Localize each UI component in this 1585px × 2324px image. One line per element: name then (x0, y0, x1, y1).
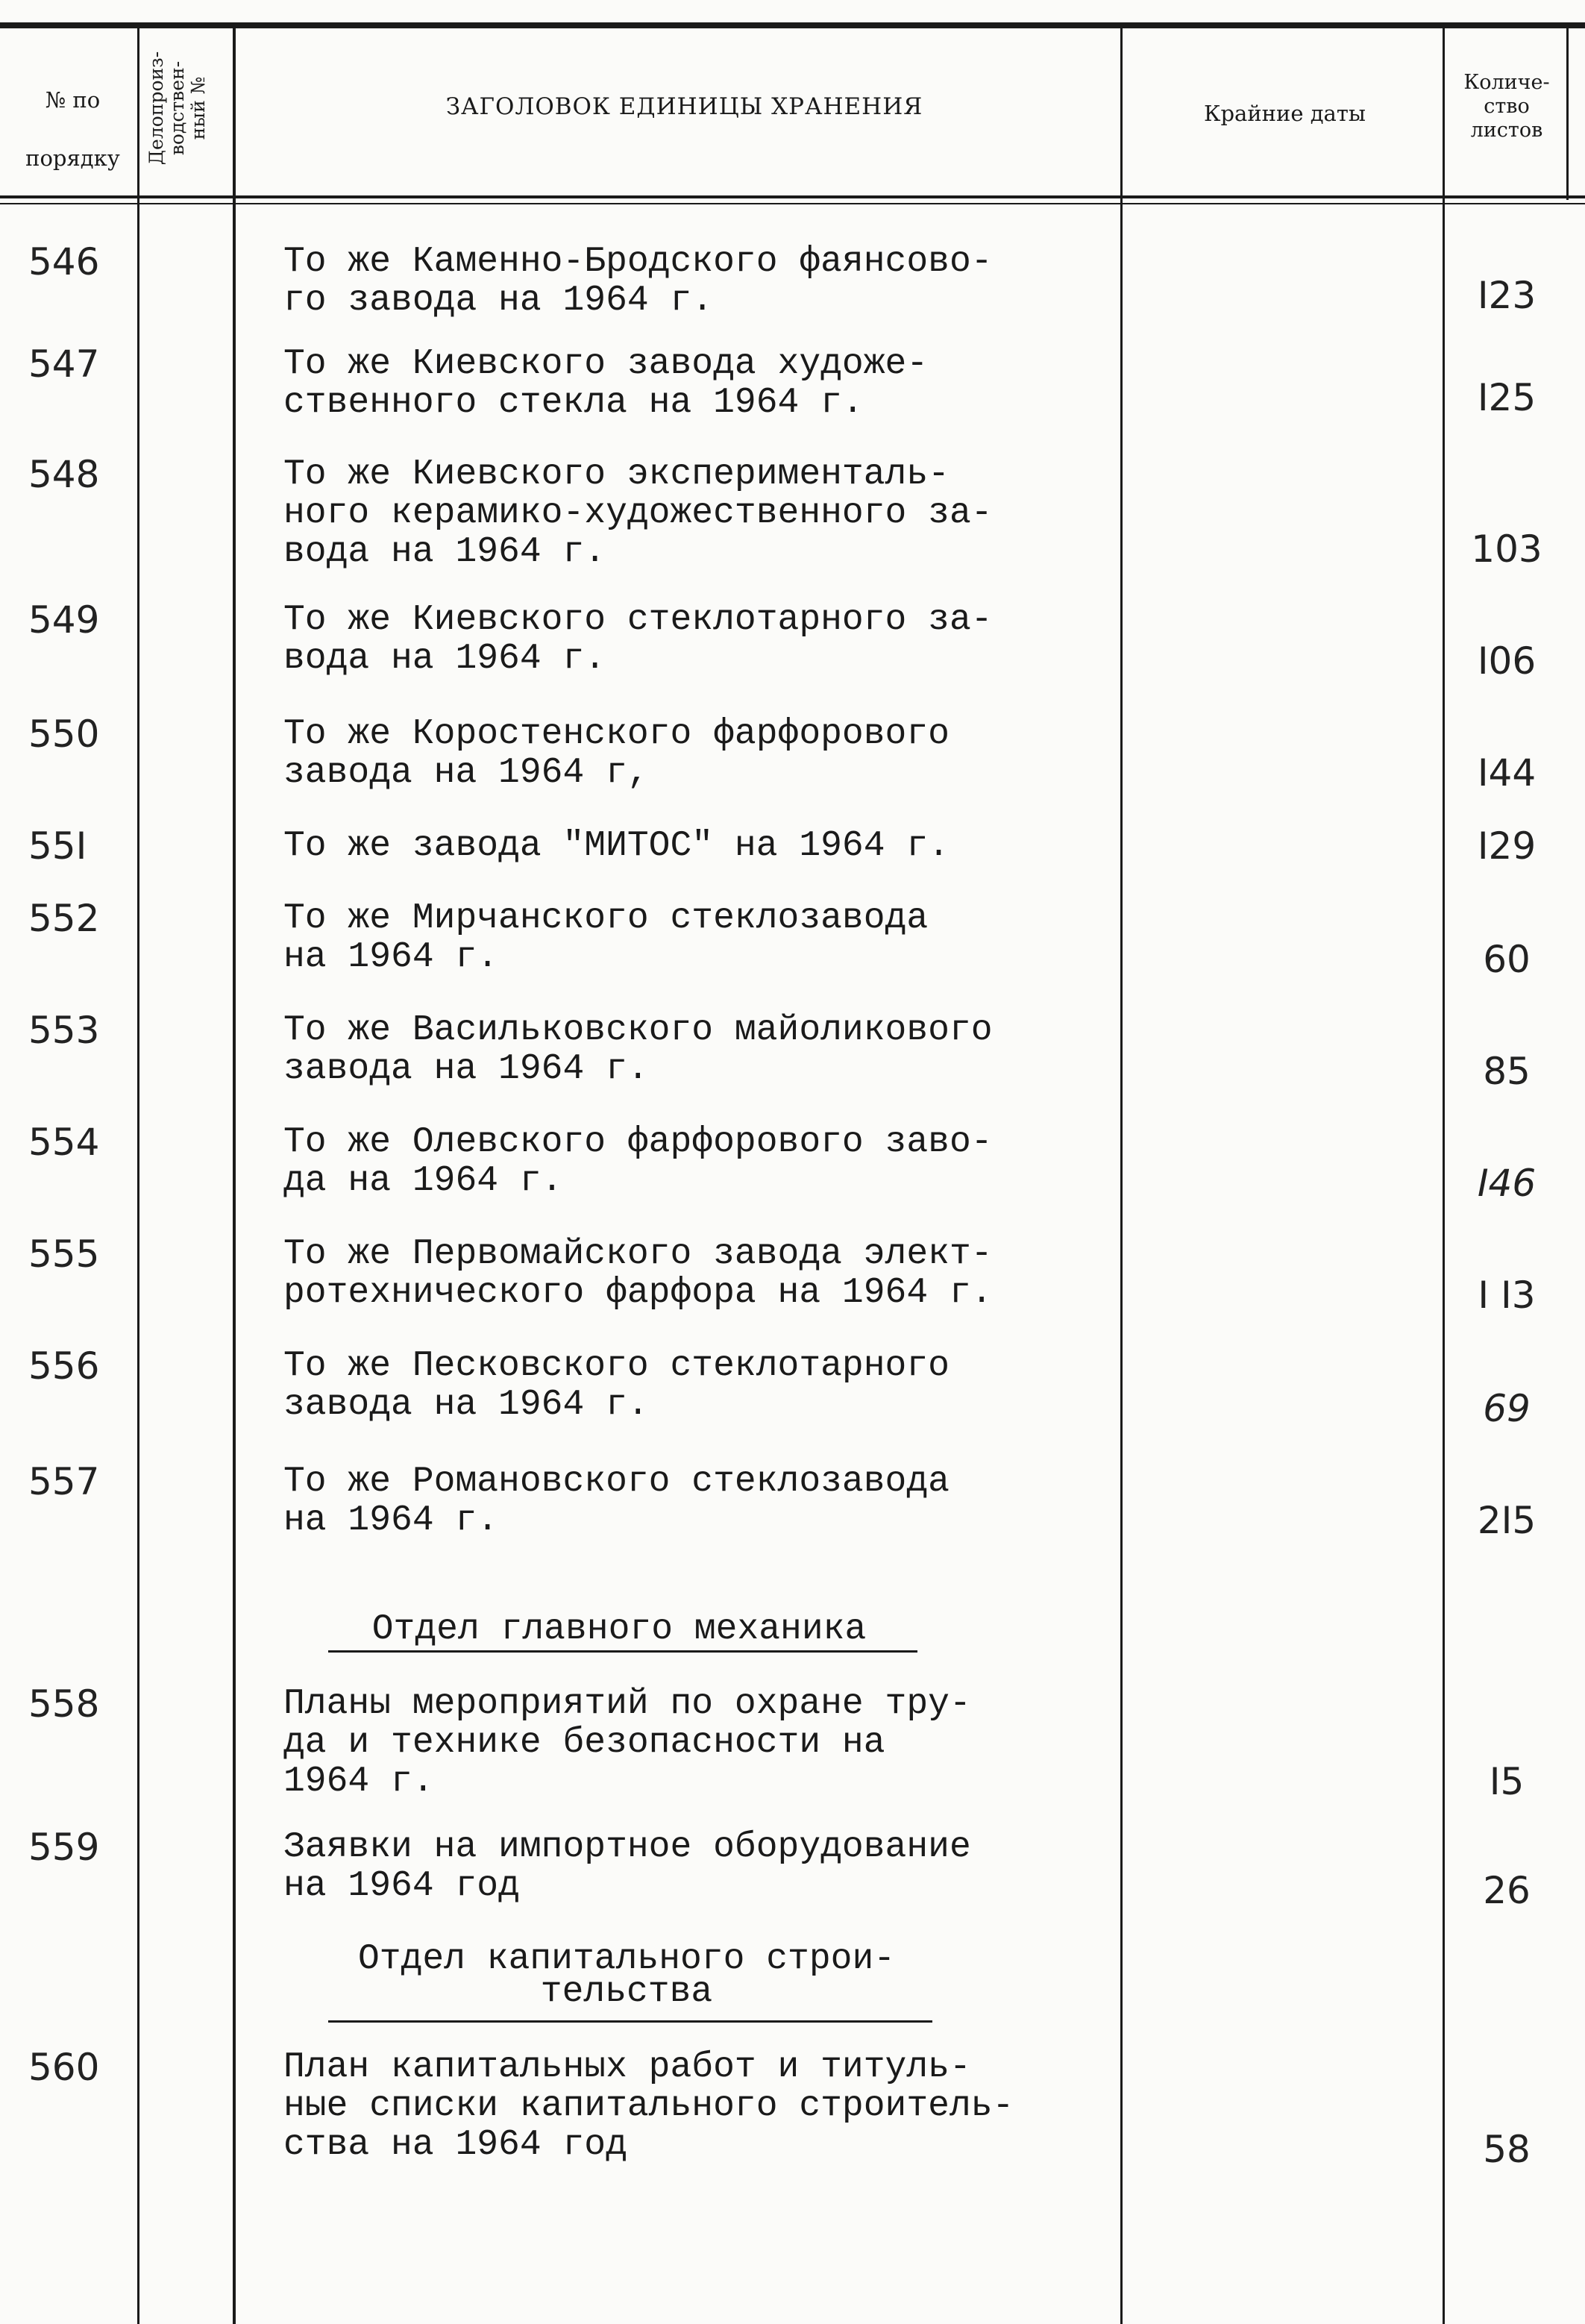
row-title-line: Планы мероприятий по охране тру- (283, 1684, 971, 1724)
row-title-line: завода на 1964 г. (283, 1385, 649, 1425)
row-title (283, 715, 1119, 792)
row-title-line: вода на 1964 г. (283, 532, 606, 572)
row-number: 549 (28, 598, 100, 642)
row-sheet-count: 60 (1483, 938, 1531, 981)
row-sheet-count: I I3 (1478, 1274, 1536, 1317)
section-underline (328, 2020, 932, 2023)
row-title-line: То же Романовского стеклозавода (283, 1462, 950, 1502)
row-title (283, 827, 1119, 865)
row-sheet-count: I06 (1477, 639, 1537, 683)
row-sheet-count: 103 (1471, 527, 1542, 571)
row-title-line: ственного стекла на 1964 г. (283, 383, 864, 423)
header-record-line3: ный № (187, 76, 209, 140)
row-title (283, 601, 1119, 678)
row-sheet-count: 2I5 (1477, 1499, 1537, 1542)
row-number: 547 (28, 342, 100, 386)
column-divider-dates (1443, 28, 1445, 2324)
row-title (283, 242, 1119, 320)
row-sheet-count: I5 (1489, 1760, 1525, 1803)
column-divider-num (137, 28, 139, 2324)
row-sheet-count: 85 (1483, 1050, 1531, 1093)
header-dates: Крайние даты (1204, 101, 1366, 126)
header-count-line1: Количе- (1463, 71, 1550, 94)
row-title (283, 899, 1119, 977)
row-number: 552 (28, 897, 100, 940)
row-title-line: ства на 1964 год (283, 2125, 627, 2165)
row-number: 55I (28, 824, 87, 868)
section-heading-line2: тельства (540, 1972, 713, 2012)
row-title-line: То же Первомайского завода элект- (283, 1234, 993, 1274)
row-title (283, 1011, 1119, 1089)
row-title-line: То же Киевского эксперименталь- (283, 454, 950, 495)
row-title (283, 1123, 1119, 1200)
row-sheet-count: 69 (1483, 1387, 1531, 1430)
row-sheet-count: 58 (1483, 2128, 1531, 2171)
header-count-line2: ство (1484, 95, 1530, 118)
row-title-line: То же Коростенского фарфорового (283, 714, 950, 754)
header-number (7, 71, 138, 187)
row-title (283, 1235, 1119, 1312)
row-number: 558 (28, 1682, 100, 1726)
row-number: 550 (28, 712, 100, 756)
row-title-line: ного керамико-художественного за- (283, 493, 993, 533)
row-title-line: на 1964 г. (283, 937, 499, 977)
header-number-line1: № по (45, 87, 101, 113)
row-sheet-count: 26 (1483, 1869, 1531, 1912)
row-title (283, 1685, 1119, 1801)
row-title-line: на 1964 год (283, 1866, 520, 1906)
row-title (283, 1828, 1119, 1905)
row-title-line: То же Каменно-Бродского фаянсово- (283, 242, 993, 282)
header-record-line1: Делопроиз- (145, 51, 167, 166)
header-count-line3: листов (1470, 119, 1543, 142)
row-title (283, 455, 1119, 571)
row-sheet-count: I23 (1477, 274, 1537, 317)
row-title-line: да и технике безопасности на (283, 1723, 885, 1763)
row-sheet-count: I25 (1477, 376, 1537, 419)
header-number-line2: порядку (25, 145, 120, 171)
section-heading-line1: Отдел капитального строи- (357, 1939, 896, 1979)
header-sheet-count (1447, 71, 1566, 142)
row-title-line: 1964 г. (283, 1761, 434, 1802)
row-title (283, 1462, 1119, 1540)
row-title-line: го завода на 1964 г. (283, 281, 714, 321)
row-title-line: То же Мирчанского стеклозавода (283, 898, 929, 939)
row-number: 555 (28, 1233, 100, 1276)
row-number: 553 (28, 1009, 100, 1052)
row-number: 556 (28, 1344, 100, 1388)
row-number: 548 (28, 453, 100, 496)
row-title (283, 2048, 1119, 2164)
row-title-line: То же Песковского стеклотарного (283, 1346, 950, 1386)
row-title-line: Заявки на импортное оборудование (283, 1827, 971, 1867)
row-number: 560 (28, 2046, 100, 2089)
row-title-line: ные списки капитального строитель- (283, 2086, 1014, 2126)
row-title-line: на 1964 г. (283, 1500, 499, 1541)
row-title-line: То же Киевского стеклотарного за- (283, 600, 993, 640)
header-bottom-line (0, 195, 1585, 198)
header-record-number (146, 30, 221, 187)
row-title-line: То же завода "МИТОС" на 1964 г. (283, 826, 950, 866)
row-title-line: завода на 1964 г. (283, 1049, 649, 1089)
row-number: 557 (28, 1460, 100, 1503)
row-number: 554 (28, 1121, 100, 1164)
row-title-line: вода на 1964 г. (283, 639, 606, 679)
row-number: 559 (28, 1826, 100, 1869)
column-divider-count (1566, 28, 1569, 200)
column-divider-delo (233, 28, 236, 2324)
section-heading (313, 1940, 940, 2011)
column-divider-title (1120, 28, 1123, 2324)
row-title-line: ротехнического фарфора на 1964 г. (283, 1273, 993, 1313)
row-title (283, 345, 1119, 422)
section-heading: Отдел главного механика (371, 1609, 867, 1650)
row-title-line: То же Киевского завода художе- (283, 344, 929, 384)
row-title-line: да на 1964 г. (283, 1161, 563, 1201)
header-record-line2: водствен- (166, 60, 188, 156)
header-bottom-line-2 (0, 203, 1585, 204)
row-sheet-count: I29 (1477, 824, 1537, 868)
top-border-line (0, 22, 1585, 28)
row-title (283, 1347, 1119, 1424)
row-sheet-count: I46 (1477, 1162, 1537, 1205)
row-number: 546 (28, 240, 100, 284)
row-title-line: То же Олевского фарфорового заво- (283, 1122, 993, 1162)
section-underline (328, 1650, 917, 1653)
header-title: ЗАГОЛОВОК ЕДИНИЦЫ ХРАНЕНИЯ (445, 93, 923, 120)
row-title-line: План капитальных работ и титуль- (283, 2047, 971, 2087)
row-title-line: завода на 1964 г, (283, 753, 649, 793)
row-title-line: То же Васильковского майоликового (283, 1010, 993, 1050)
row-sheet-count: I44 (1477, 751, 1537, 795)
